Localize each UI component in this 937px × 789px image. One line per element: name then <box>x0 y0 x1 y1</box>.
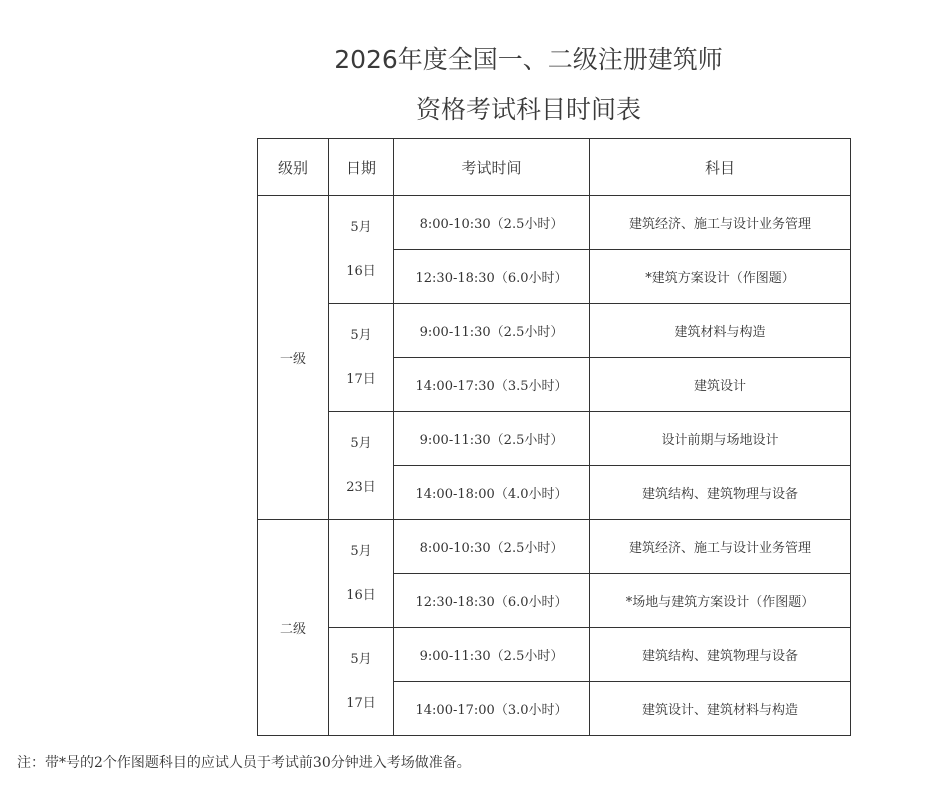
table-row <box>258 520 851 574</box>
date-cell <box>329 628 394 736</box>
header-subject: 科目 <box>590 139 851 196</box>
table-row <box>258 412 851 466</box>
date-day: 17日 <box>346 371 376 387</box>
exam-time: 8:00-10:30（2.5小时） <box>394 520 590 574</box>
exam-time: 12:30-18:30（6.0小时） <box>394 250 590 304</box>
date-month: 5月 <box>350 543 372 559</box>
header-date: 日期 <box>329 139 394 196</box>
date-day: 23日 <box>346 479 376 495</box>
level-cell: 二级 <box>258 520 329 736</box>
exam-subject: 建筑材料与构造 <box>590 304 851 358</box>
date-cell <box>329 412 394 520</box>
date-cell <box>329 520 394 628</box>
exam-subject: *建筑方案设计（作图题） <box>590 250 851 304</box>
date-day: 17日 <box>346 695 376 711</box>
table-row <box>258 304 851 358</box>
table-row <box>258 196 851 250</box>
header-time: 考试时间 <box>394 139 590 196</box>
exam-subject: 建筑经济、施工与设计业务管理 <box>590 520 851 574</box>
date-cell <box>329 196 394 304</box>
header-level: 级别 <box>258 139 329 196</box>
exam-time: 9:00-11:30（2.5小时） <box>394 628 590 682</box>
date-month: 5月 <box>350 219 372 235</box>
page-title: 2026年度全国一、二级注册建筑师 <box>334 45 723 74</box>
date-day: 16日 <box>346 263 376 279</box>
exam-subject: 建筑设计、建筑材料与构造 <box>590 682 851 736</box>
level-cell: 一级 <box>258 196 329 520</box>
exam-time: 14:00-17:00（3.0小时） <box>394 682 590 736</box>
header-row <box>258 139 851 196</box>
date-month: 5月 <box>350 327 372 343</box>
exam-time: 14:00-17:30（3.5小时） <box>394 358 590 412</box>
exam-time: 12:30-18:30（6.0小时） <box>394 574 590 628</box>
exam-subject: 建筑结构、建筑物理与设备 <box>590 628 851 682</box>
exam-time: 8:00-10:30（2.5小时） <box>394 196 590 250</box>
date-cell <box>329 304 394 412</box>
schedule-table <box>257 138 851 736</box>
table-row <box>258 628 851 682</box>
exam-subject: 建筑设计 <box>590 358 851 412</box>
footnote: 注：带*号的2个作图题科目的应试人员于考试前30分钟进入考场做准备。 <box>17 755 471 771</box>
date-day: 16日 <box>346 587 376 603</box>
exam-subject: 建筑经济、施工与设计业务管理 <box>590 196 851 250</box>
exam-time: 9:00-11:30（2.5小时） <box>394 412 590 466</box>
date-month: 5月 <box>350 651 372 667</box>
exam-subject: *场地与建筑方案设计（作图题） <box>590 574 851 628</box>
date-month: 5月 <box>350 435 372 451</box>
exam-subject: 建筑结构、建筑物理与设备 <box>590 466 851 520</box>
exam-time: 9:00-11:30（2.5小时） <box>394 304 590 358</box>
exam-subject: 设计前期与场地设计 <box>590 412 851 466</box>
page-subtitle: 资格考试科目时间表 <box>415 95 641 124</box>
exam-time: 14:00-18:00（4.0小时） <box>394 466 590 520</box>
